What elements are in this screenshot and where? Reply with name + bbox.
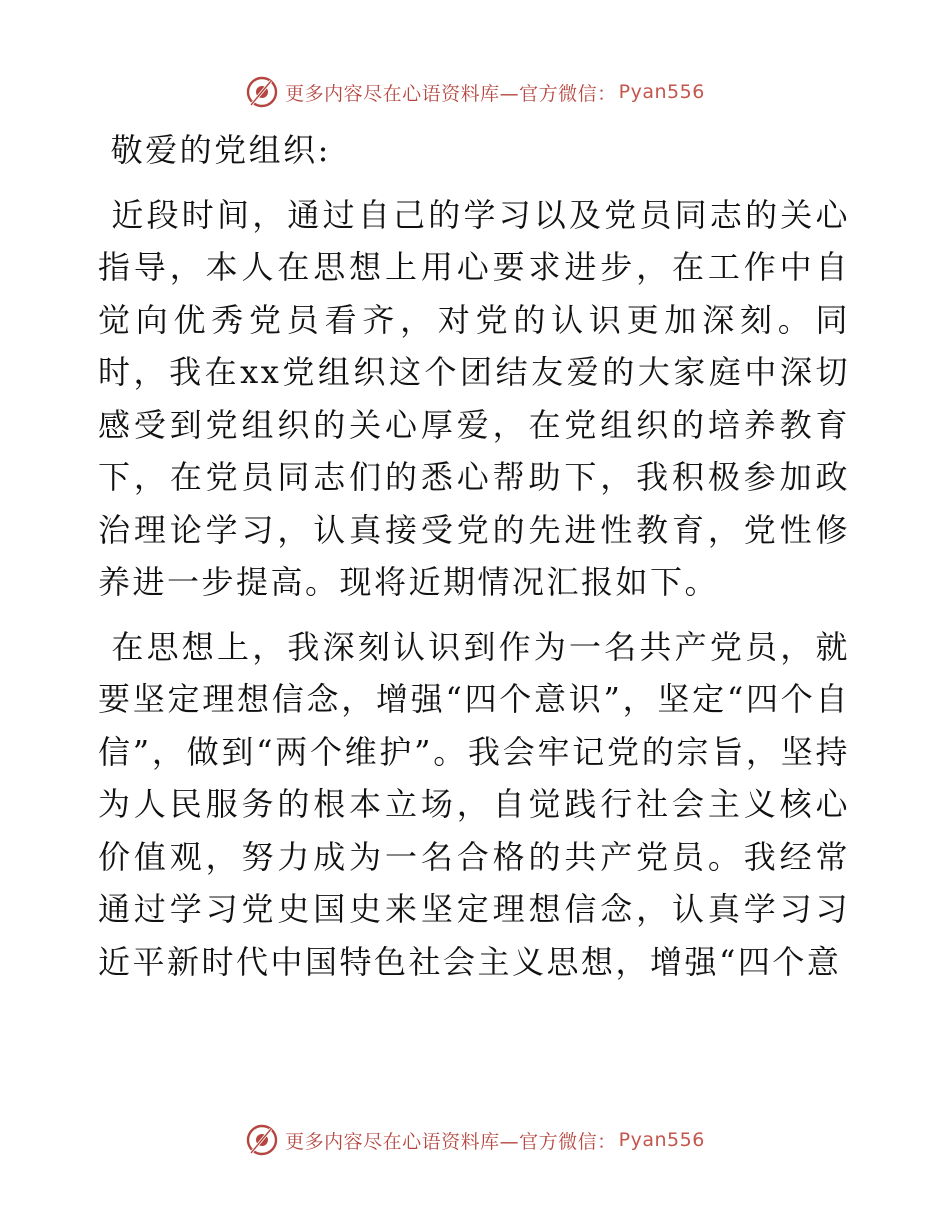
header-watermark	[0, 72, 950, 112]
watermark-handle: Pyan556	[618, 1129, 705, 1151]
quill-logo-icon	[245, 1123, 279, 1157]
footer-watermark	[0, 1120, 950, 1160]
paragraph-2: 在思想上，我深刻认识到作为一名共产党员，就要坚定理想信念，增强“四个意识”，坚定“四个自信”，做到“两个维护”。我会牢记党的宗旨，坚持为人民服务的根本立场，自觉践行社会主义核心价值观，努力成为一名合格的共产党员。我经常通过学习党史国史来坚定理想信念，认真学习习近平新时代中国特色社会主义思想，增强“四个意	[98, 627, 850, 981]
watermark-handle: Pyan556	[618, 81, 705, 103]
salutation: 敬爱的党组织:	[98, 131, 331, 169]
letter-body	[98, 124, 850, 1000]
paragraph-1: 近段时间，通过自己的学习以及党员同志的关心指导，本人在思想上用心要求进步，在工作中自觉向优秀党员看齐，对党的认识更加深刻。同时，我在xx党组织这个团结友爱的大家庭中深切感受到党组织的关心厚爱，在党组织的培养教育下，在党员同志们的悉心帮助下，我积极参加政治理论学习，认真接受党的先进性教育，党性修养进一步提高。现将近期情况汇报如下。	[98, 195, 850, 601]
watermark-text: 更多内容尽在心语资料库—官方微信：	[285, 1130, 617, 1153]
quill-logo-icon	[245, 75, 279, 109]
watermark-text: 更多内容尽在心语资料库—官方微信：	[285, 82, 617, 105]
